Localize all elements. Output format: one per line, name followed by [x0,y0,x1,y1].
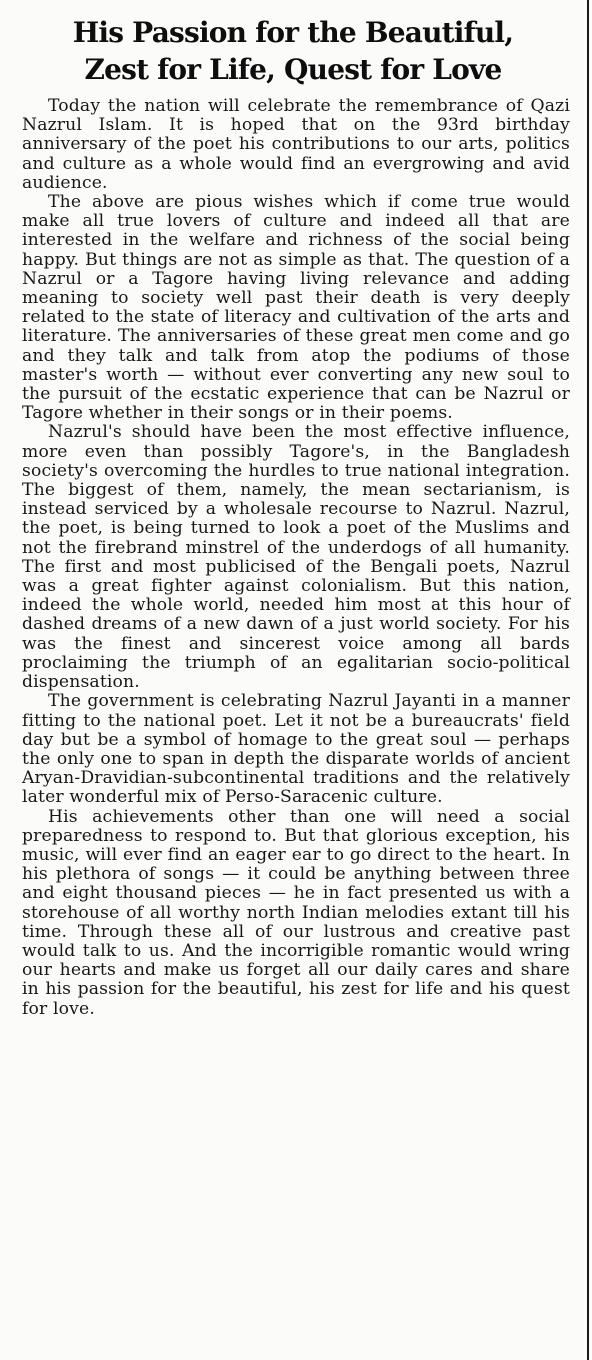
paragraph-1: Today the nation will celebrate the remembrance of Qazi Nazrul Islam. It is hoped that on the 93rd birthday anniversary of the poet his contributions to our arts, politics and culture as a whole would find an evergrowing and avid audience. [22,96,570,193]
paragraph-4: The government is celebrating Nazrul Jayanti in a manner fitting to the national poet. Let it not be a bureaucrats' field day but be a symbol of homage to the great soul — perhaps the only one to span in depth the disparate worlds of ancient Aryan-Dravidian-subcontinental traditions and the relatively later wonderful mix of Perso-Saracenic culture. [22,691,570,808]
headline-line-2: Zest for Life, Quest for Love [84,53,502,86]
column-rule [587,0,589,1360]
headline [8,14,578,88]
paragraph-2: The above are pious wishes which if come true would make all true lovers of culture and indeed all that are interested in the welfare and richness of the social being happy. But things are not as simple as that. The question of a Nazrul or a Tagore having living relevance and adding meaning to society well past their death is very deeply related to the state of literacy and cultivation of the arts and literature. The anniversaries of these great men come and go and they talk and talk from atop the podiums of those master's worth — without ever converting any new soul to the pursuit of the ecstatic experience that can be Nazrul or Tagore whether in their songs or in their poems. [22,192,570,424]
headline-line-1: His Passion for the Beautiful, [72,16,514,49]
paragraph-5: His achievements other than one will need a social preparedness to respond to. But that glorious exception, his music, will ever find an eager ear to go direct to the heart. In his plethora of songs — it could be anything between three and eight thousand pieces — he in fact presented us with a storehouse of all worthy north Indian melodies extant till his time. Through these all of our lustrous and creative past would talk to us. And the incorrigible romantic would wring our hearts and make us forget all our daily cares and share in his passion for the beautiful, his zest for life and his quest for love. [22,806,570,1019]
article-body [22,97,570,1019]
paragraph-3: Nazrul's should have been the most effective influence, more even than possibly Tagore's, in the Bangladesh society's overcoming the hurdles to true national integration. The biggest of them, namely, the mean sectarianism, is instead serviced by a wholesale recourse to Nazrul. Nazrul, the poet, is being turned to look a poet of the Muslims and not the firebrand minstrel of the underdogs of all humanity. The first and most publicised of the Bengali poets, Nazrul was a great fighter against colonialism. But this nation, indeed the whole world, needed him most at this hour of dashed dreams of a new dawn of a just world society. For his was the finest and sincerest voice among all bards proclaiming the triumph of an egalitarian socio-political dispensation. [22,422,570,693]
